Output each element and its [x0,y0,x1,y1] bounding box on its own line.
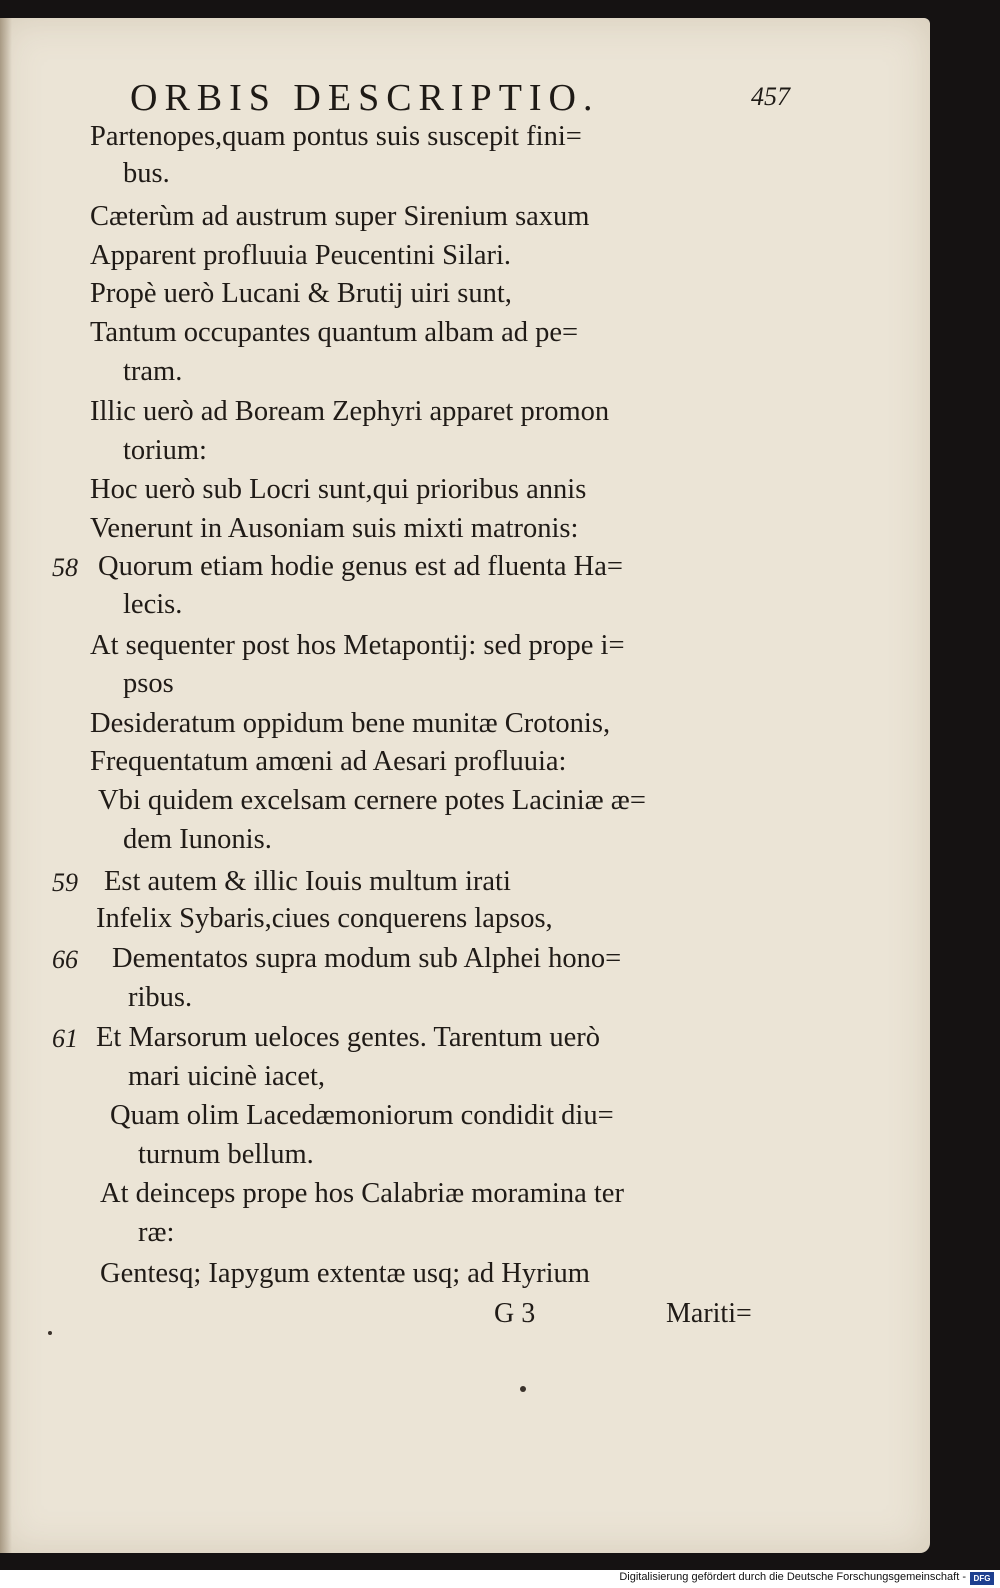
text-line [0,821,930,861]
text-line [0,198,930,238]
running-title: ORBIS DESCRIPTIO. [130,77,600,119]
text-line [0,940,930,980]
text-line [0,979,930,1019]
page-header [130,76,790,120]
text-line [0,665,930,705]
line-text: bus. [123,158,170,189]
margin-number: 58 [52,553,78,582]
page-number: 457 [751,82,790,111]
ink-speck [520,1386,526,1392]
line-text: At sequenter post hos Metapontij: sed prope i= [90,630,625,661]
text-line [0,705,930,745]
text-line [0,1175,930,1215]
line-text: torium: [123,435,207,466]
line-text: Gentesq; Iapygum extentæ usq; ad Hyrium [100,1258,590,1289]
text-line [0,782,930,822]
line-text: Cæterùm ad austrum super Sirenium saxum [90,201,590,232]
text-line [0,155,930,195]
text-line [0,471,930,511]
text-line [0,1058,930,1098]
line-text: Est autem & illic Iouis multum irati [104,866,511,897]
text-line [0,1019,930,1059]
funding-credit: Digitalisierung gefördert durch die Deutsche Forschungsgemeinschaft - [619,1571,966,1583]
line-text: Dementatos supra modum sub Alphei hono= [112,943,622,974]
text-line [0,275,930,315]
line-text: At deinceps prope hos Calabriæ moramina ter [100,1178,624,1209]
text-line [0,118,930,158]
line-text: Partenopes,quam pontus suis suscepit fini= [90,121,582,152]
text-line [0,548,930,588]
text-line [0,1136,930,1176]
line-text: turnum bellum. [138,1139,314,1170]
text-line [0,510,930,550]
line-text: dem Iunonis. [123,824,272,855]
margin-number: 66 [52,945,78,974]
line-text: lecis. [123,589,183,620]
line-text: Propè uerò Lucani & Brutij uiri sunt, [90,278,512,309]
line-text: ribus. [128,982,193,1013]
text-line [0,1097,930,1137]
line-text: Apparent profluuia Peucentini Silari. [90,240,512,271]
credit-bar [0,1570,1000,1588]
text-line [0,863,930,903]
line-text: Vbi quidem excelsam cernere potes Laciniæ æ= [98,785,646,816]
margin-number: 59 [52,868,78,897]
line-text: Quorum etiam hodie genus est ad fluenta Ha= [98,551,623,582]
text-line [0,1255,930,1295]
line-text: Et Marsorum ueloces gentes. Tarentum uerò [96,1022,600,1053]
text-line [0,900,930,940]
text-line [0,393,930,433]
line-text: psos [123,668,174,699]
line-text: mari uicinè iacet, [128,1061,326,1092]
text-line [0,743,930,783]
text-line [0,627,930,667]
margin-number: 61 [52,1024,78,1053]
text-line [0,314,930,354]
text-line [0,237,930,277]
catchword: Mariti= [666,1298,752,1329]
line-text: ræ: [138,1217,175,1248]
text-line [0,1214,930,1254]
line-text: Venerunt in Ausoniam suis mixti matronis: [90,513,579,544]
line-text: Desideratum oppidum bene munitæ Crotonis, [90,708,611,739]
text-line [0,586,930,626]
signature-mark: G 3 [494,1298,536,1329]
line-text: Frequentatum amœni ad Aesari profluuia: [90,746,567,777]
dfg-logo: DFG [970,1572,994,1585]
text-line [0,432,930,472]
line-text: tram. [123,356,183,387]
line-text: Hoc uerò sub Locri sunt,qui prioribus annis [90,474,587,505]
text-line [0,353,930,393]
line-text: Tantum occupantes quantum albam ad pe= [90,317,579,348]
page-footer [0,1295,930,1335]
line-text: Illic uerò ad Boream Zephyri apparet promon [90,396,610,427]
line-text: Infelix Sybaris,ciues conquerens lapsos, [96,903,553,934]
line-text: Quam olim Lacedæmoniorum condidit diu= [110,1100,614,1131]
